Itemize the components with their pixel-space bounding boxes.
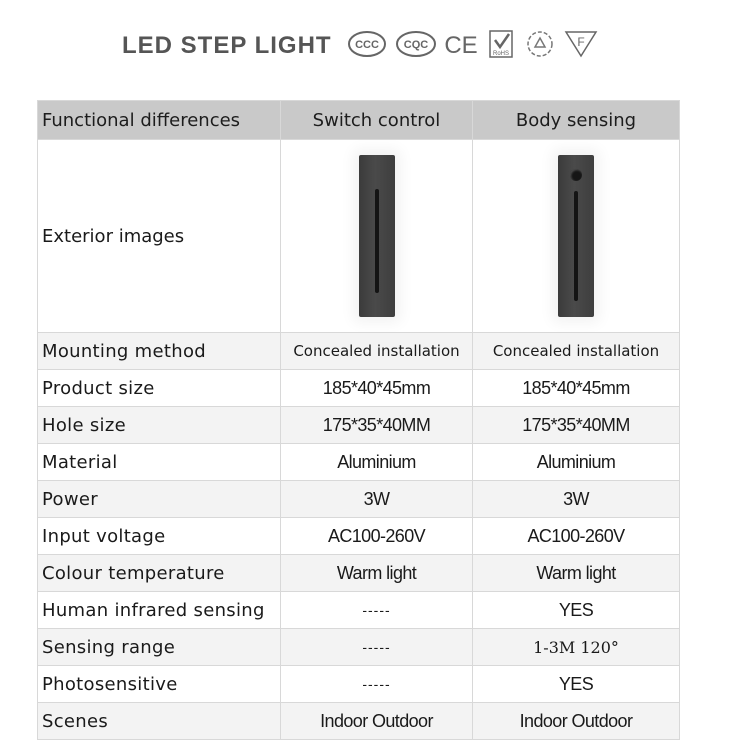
switch-control-value: Concealed installation xyxy=(281,333,473,370)
light-slot xyxy=(574,191,578,301)
row-label: Colour temperature xyxy=(38,555,281,592)
row-label: Hole size xyxy=(38,407,281,444)
switch-control-value: 3W xyxy=(281,481,473,518)
table-row xyxy=(38,629,680,666)
body-sensing-value: 185*40*45mm xyxy=(473,370,680,407)
pir-sensor-icon xyxy=(570,169,582,181)
table-row xyxy=(38,703,680,740)
table-header-row xyxy=(38,101,680,140)
switch-control-value: Aluminium xyxy=(281,444,473,481)
ce-mark-icon xyxy=(443,28,479,60)
row-label: Mounting method xyxy=(38,333,281,370)
switch-control-value: ----- xyxy=(281,629,473,666)
page-header xyxy=(0,22,750,70)
table-row xyxy=(38,481,680,518)
body-sensing-value: YES xyxy=(473,592,680,629)
ccc-mark-icon xyxy=(347,28,387,60)
switch-control-value: 185*40*45mm xyxy=(281,370,473,407)
ccc-mark-text: CCC xyxy=(355,39,379,51)
rohs-mark-icon xyxy=(487,28,517,60)
row-label: Exterior images xyxy=(38,140,281,333)
row-label: Material xyxy=(38,444,281,481)
rohs-mark-text: RoHS xyxy=(492,51,510,57)
switch-step-light-image xyxy=(359,155,395,317)
table-row xyxy=(38,370,680,407)
table-row-exterior-images xyxy=(38,140,680,333)
body-sensing-value: 175*35*40MM xyxy=(473,407,680,444)
body-sensing-image xyxy=(473,140,680,333)
switch-control-value: Warm light xyxy=(281,555,473,592)
row-label: Input voltage xyxy=(38,518,281,555)
row-label: Product size xyxy=(38,370,281,407)
f-mark-text: F xyxy=(577,35,585,49)
body-sensing-value: Concealed installation xyxy=(473,333,680,370)
switch-control-value: ----- xyxy=(281,592,473,629)
row-label: Photosensitive xyxy=(38,666,281,703)
body-sensing-value: Aluminium xyxy=(473,444,680,481)
table-row xyxy=(38,444,680,481)
switch-control-value: 175*35*40MM xyxy=(281,407,473,444)
table-row xyxy=(38,555,680,592)
table-row xyxy=(38,333,680,370)
table-row xyxy=(38,407,680,444)
table-row xyxy=(38,666,680,703)
ce-mark-text: CE xyxy=(444,32,478,58)
table-row xyxy=(38,592,680,629)
body-sensing-value: 1-3M 120° xyxy=(473,629,680,666)
cqc-mark-icon xyxy=(395,28,437,60)
light-slot xyxy=(375,189,379,293)
f-mark-icon xyxy=(563,28,599,60)
row-label: Scenes xyxy=(38,703,281,740)
cqc-mark-text: CQC xyxy=(403,39,429,51)
switch-control-value: AC100-260V xyxy=(281,518,473,555)
recycle-mark-icon xyxy=(524,28,556,60)
page-title: LED STEP LIGHT xyxy=(122,32,332,59)
switch-control-value: ----- xyxy=(281,666,473,703)
switch-control-value: Indoor Outdoor xyxy=(281,703,473,740)
body-sensing-value: Warm light xyxy=(473,555,680,592)
row-label: Human infrared sensing xyxy=(38,592,281,629)
switch-control-image xyxy=(281,140,473,333)
column-header-functional-differences: Functional differences xyxy=(38,101,281,140)
column-header-switch-control: Switch control xyxy=(281,101,473,140)
column-header-body-sensing: Body sensing xyxy=(473,101,680,140)
sensor-step-light-image xyxy=(558,155,594,317)
body-sensing-value: 3W xyxy=(473,481,680,518)
spec-table xyxy=(37,100,680,740)
row-label: Sensing range xyxy=(38,629,281,666)
body-sensing-value: YES xyxy=(473,666,680,703)
body-sensing-value: Indoor Outdoor xyxy=(473,703,680,740)
table-row xyxy=(38,518,680,555)
body-sensing-value: AC100-260V xyxy=(473,518,680,555)
row-label: Power xyxy=(38,481,281,518)
